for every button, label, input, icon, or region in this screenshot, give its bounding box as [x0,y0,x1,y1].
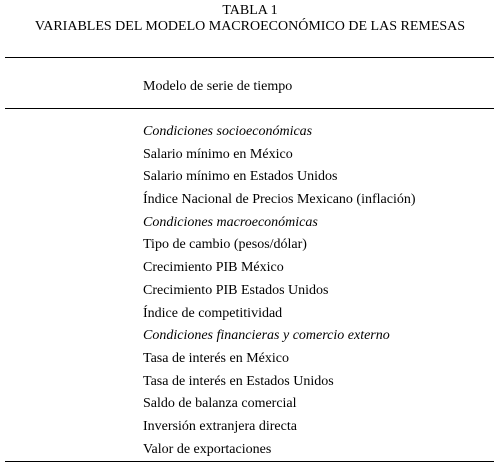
table-number: TABLA 1 [222,3,278,18]
variables-list [143,123,416,463]
variable-row: Tipo de cambio (pesos/dólar) [143,237,307,253]
variable-row: Inversión extranjera directa [143,418,297,434]
table-title: VARIABLES DEL MODELO MACROECONÓMICO DE LAS REMESAS [34,19,466,34]
variable-row: Crecimiento PIB México [143,260,284,276]
header-rule [5,108,494,109]
section-heading: Condiciones financieras y comercio externo [143,328,390,344]
variable-row: Valor de exportaciones [143,441,272,457]
variable-row: Crecimiento PIB Estados Unidos [143,282,329,298]
column-header: Modelo de serie de tiempo [143,79,293,94]
top-rule [5,57,494,58]
section-heading: Condiciones socioeconómicas [143,124,313,139]
variable-row: Índice de competitividad [143,305,283,321]
variable-row: Tasa de interés en Estados Unidos [143,373,334,389]
bottom-rule [5,461,494,462]
variable-row: Saldo de balanza comercial [143,396,297,412]
section-heading: Condiciones macroeconómicas [143,214,318,230]
variable-row: Salario mínimo en México [143,146,293,162]
variable-row: Índice Nacional de Precios Mexicano (inflación) [143,192,416,208]
variable-row: Tasa de interés en México [143,350,289,366]
variable-row: Salario mínimo en Estados Unidos [143,169,338,185]
